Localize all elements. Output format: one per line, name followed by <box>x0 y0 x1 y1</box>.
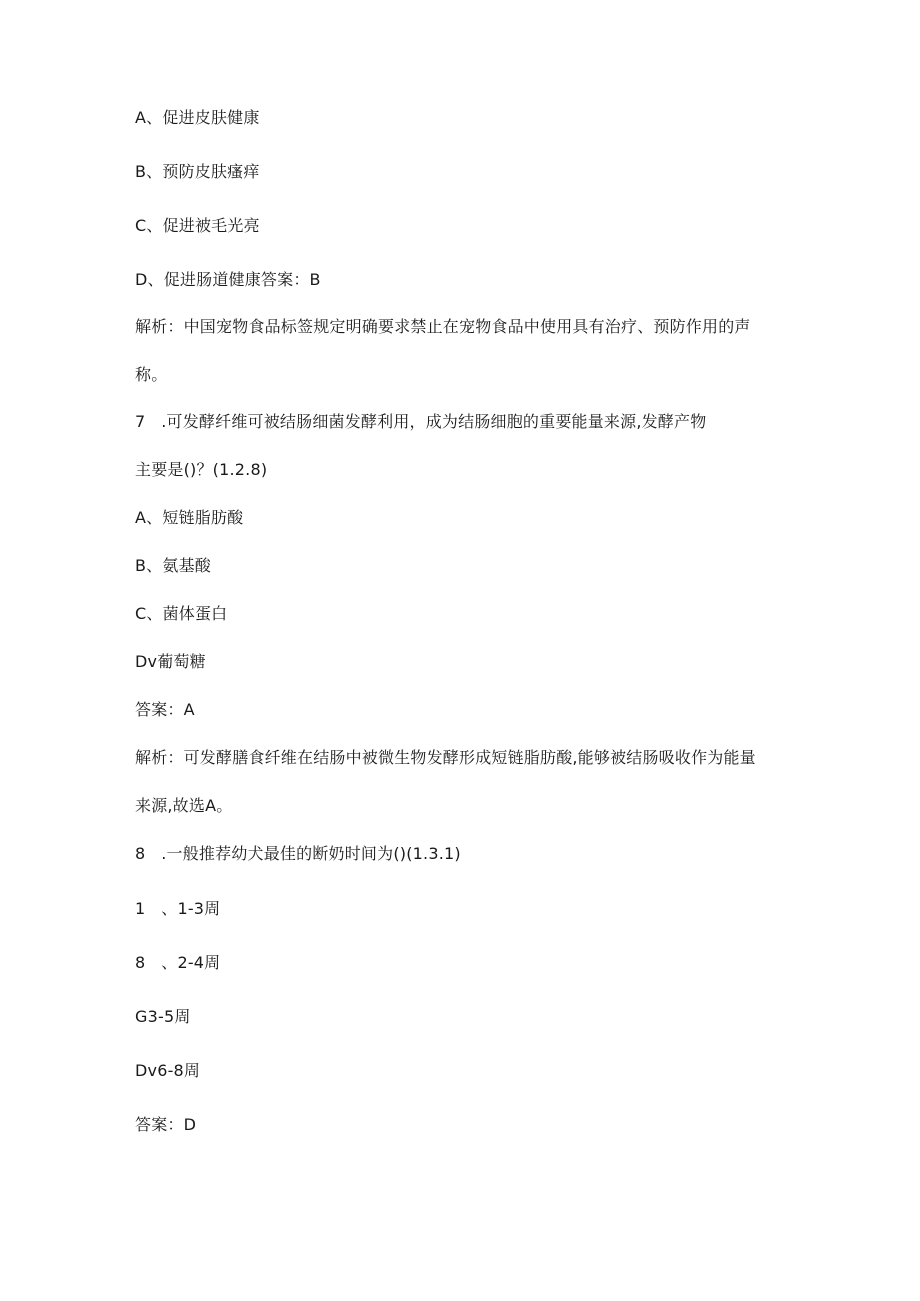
question-7-continued: 主要是()？(1.2.8) <box>135 460 268 479</box>
option-c-coat-shine: C、促进被毛光亮 <box>135 216 260 235</box>
analysis-text-continued: 称。 <box>135 365 168 384</box>
analysis-7-continued: 来源,故选A。 <box>135 796 233 815</box>
option-d-intestinal-answer: D、促进肠道健康答案：B <box>135 270 321 289</box>
option-1-3-weeks: 1 、1-3周 <box>135 899 221 918</box>
answer-7: 答案：A <box>135 700 195 719</box>
option-b-prevent-itch: B、预防皮肤瘙痒 <box>135 162 260 181</box>
analysis-7: 解析：可发酵膳食纤维在结肠中被微生物发酵形成短链脂肪酸,能够被结肠吸收作为能量 <box>135 748 756 767</box>
question-7: 7 .可发酵纤维可被结肠细菌发酵利用，成为结肠细胞的重要能量来源,发酵产物 <box>135 412 707 431</box>
option-c-bacterial-protein: C、菌体蛋白 <box>135 604 228 623</box>
option-d-glucose: Dv葡萄糖 <box>135 652 206 671</box>
option-6-8-weeks: Dv6-8周 <box>135 1061 201 1080</box>
option-a-scfa: A、短链脂肪酸 <box>135 508 244 527</box>
analysis-text: 解析：中国宠物食品标签规定明确要求禁止在宠物食品中使用具有治疗、预防作用的声 <box>135 317 751 336</box>
question-8: 8 .一般推荐幼犬最佳的断奶时间为()(1.3.1) <box>135 844 461 863</box>
answer-8: 答案：D <box>135 1115 197 1134</box>
option-3-5-weeks: G3-5周 <box>135 1007 191 1026</box>
option-b-amino-acid: B、氨基酸 <box>135 556 211 575</box>
option-a-skin-health: A、促进皮肤健康 <box>135 108 260 127</box>
option-2-4-weeks: 8 、2-4周 <box>135 953 221 972</box>
